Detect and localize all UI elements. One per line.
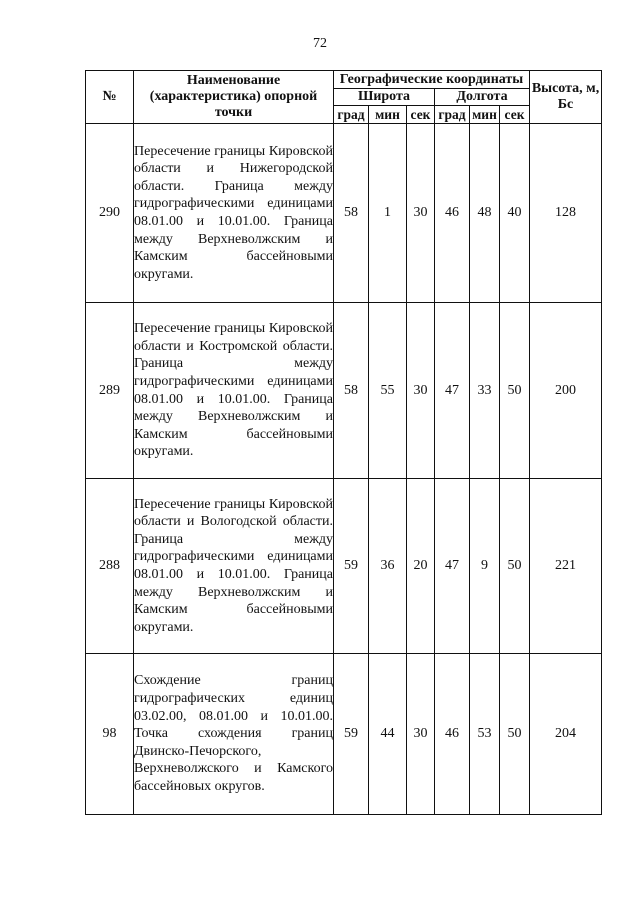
row-description: Пересечение границы Кировской области и Нижегородской области. Граница между гидрографическими единицами 08.01.00 и 10.01.00. Граница между Верхневолжским и Камским бассейновыми округами. — [134, 124, 334, 303]
reference-points-table — [85, 70, 602, 815]
lon-min: 53 — [470, 654, 500, 815]
lon-sec: 40 — [500, 124, 530, 303]
lat-deg: 58 — [334, 303, 369, 479]
lat-min: 44 — [369, 654, 407, 815]
table-row — [86, 303, 602, 479]
height: 128 — [530, 124, 602, 303]
row-number: 290 — [86, 124, 134, 303]
lat-min: 36 — [369, 479, 407, 654]
header-row-1 — [86, 71, 602, 89]
lon-min: 48 — [470, 124, 500, 303]
header-lon-min: мин — [470, 106, 500, 124]
row-description: Пересечение границы Кировской области и Вологодской области. Граница между гидрографическими единицами 08.01.00 и 10.01.00. Граница между Верхневолжским и Камским бассейновыми округами. — [134, 479, 334, 654]
header-lat-deg: град — [334, 106, 369, 124]
lat-min: 1 — [369, 124, 407, 303]
lon-sec: 50 — [500, 303, 530, 479]
lon-min: 33 — [470, 303, 500, 479]
header-lon-deg: град — [435, 106, 470, 124]
header-lat-min: мин — [369, 106, 407, 124]
lon-sec: 50 — [500, 479, 530, 654]
row-number: 288 — [86, 479, 134, 654]
height: 221 — [530, 479, 602, 654]
lon-deg: 46 — [435, 654, 470, 815]
lon-sec: 50 — [500, 654, 530, 815]
table-row — [86, 654, 602, 815]
height: 200 — [530, 303, 602, 479]
table-row — [86, 124, 602, 303]
lat-deg: 59 — [334, 654, 369, 815]
table-row — [86, 479, 602, 654]
lat-deg: 58 — [334, 124, 369, 303]
header-coords: Географические координаты — [334, 71, 530, 89]
lon-deg: 47 — [435, 303, 470, 479]
row-description: Пересечение границы Кировской области и Костромской области. Граница между гидрографическими единицами 08.01.00 и 10.01.00. Граница между Верхневолжским и Камским бассейновыми округами. — [134, 303, 334, 479]
lat-deg: 59 — [334, 479, 369, 654]
header-lat: Широта — [334, 89, 435, 106]
page-number: 72 — [313, 36, 327, 51]
lat-min: 55 — [369, 303, 407, 479]
lon-deg: 46 — [435, 124, 470, 303]
header-lon-sec: сек — [500, 106, 530, 124]
header-lat-sec: сек — [407, 106, 435, 124]
row-number: 98 — [86, 654, 134, 815]
row-description: Схождение границ гидрографических единиц 03.02.00, 08.01.00 и 10.01.00. Точка схождения границ Двинско-Печорского, Верхневолжского и Камского бассейновых округов. — [134, 654, 334, 815]
header-name: Наименование (характеристика) опорной точки — [134, 71, 334, 124]
lat-sec: 30 — [407, 124, 435, 303]
header-no: № — [86, 71, 134, 124]
lat-sec: 30 — [407, 303, 435, 479]
lat-sec: 20 — [407, 479, 435, 654]
header-lon: Долгота — [435, 89, 530, 106]
height: 204 — [530, 654, 602, 815]
header-height: Высота, м, Бс — [530, 71, 602, 124]
lon-min: 9 — [470, 479, 500, 654]
lon-deg: 47 — [435, 479, 470, 654]
row-number: 289 — [86, 303, 134, 479]
lat-sec: 30 — [407, 654, 435, 815]
